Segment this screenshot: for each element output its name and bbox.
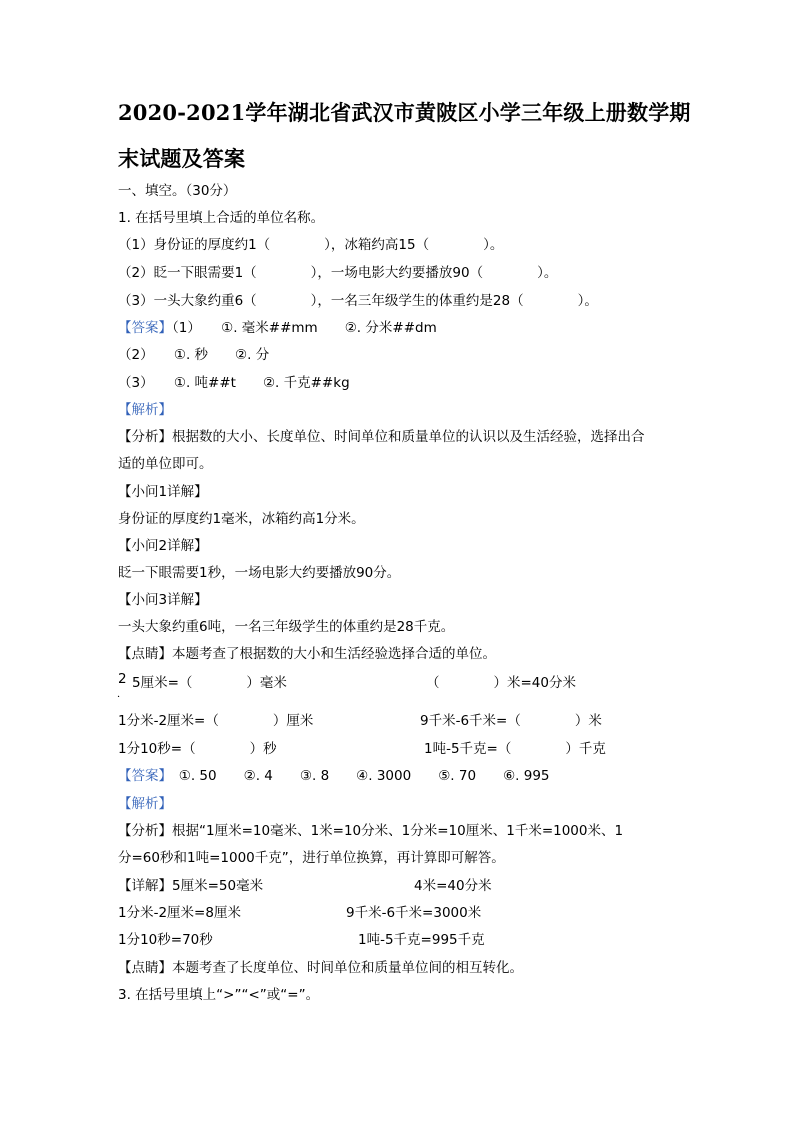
fenxi-tag: 【分析】 [118, 823, 172, 839]
q1-fenxi-row [118, 425, 645, 445]
q2-row1-left: 5厘米=（ ）毫米 [132, 675, 287, 691]
q2-number-dot: ． [117, 689, 127, 700]
q1-sub2-tag: 【小问2详解】 [118, 538, 208, 554]
analysis-tag: 【解析】 [118, 402, 172, 418]
q2-detail-segment [118, 874, 263, 894]
q1-dianjing-text: 本题考查了根据数的大小和生活经验选择合适的单位。 [172, 646, 496, 662]
q2-row2-right: 9千米-6千米=（ ）米 [420, 713, 602, 729]
q1-sub1-tag: 【小问1详解】 [118, 484, 208, 500]
q2-answer-row [118, 764, 550, 784]
q1-sub2-text: 眨一下眼需要1秒，一场电影大约要播放90分。 [118, 565, 401, 581]
q2-fenxi-text-1: 根据“1厘米=10毫米、1米=10分米、1分米=10厘米、1千米=1000米、1 [172, 823, 624, 839]
answer-tag: 【答案】 [118, 320, 172, 336]
q2-detail-row1-right: 4米=40分米 [414, 878, 492, 894]
q1-answer-line-3: （3） ①. 吨##t ②. 千克##kg [118, 375, 350, 391]
q1-fenxi-text-2: 适的单位即可。 [118, 456, 213, 472]
q1-sub3-tag: 【小问3详解】 [118, 592, 208, 608]
q2-row1-right: （ ）米=40分米 [426, 675, 576, 691]
q1-item-2: （2）眨一下眼需要1（ ），一场电影大约要播放90（ ）。 [118, 265, 558, 281]
q2-row3-right: 1吨-5千克=（ ）千克 [424, 741, 606, 757]
q1-stem: 1. 在括号里填上合适的单位名称。 [118, 210, 325, 226]
analysis-tag: 【解析】 [118, 796, 172, 812]
section-heading: 一、填空。（30分） [118, 183, 237, 199]
q2-detail-row3-left: 1分10秒=70秒 [118, 932, 213, 948]
q3-stem: 3. 在括号里填上“>”“<”或“=”。 [118, 987, 320, 1003]
q2-row2-left: 1分米-2厘米=（ ）厘米 [118, 713, 314, 729]
q2-dianjing-row [118, 956, 523, 976]
q2-detail-row3-right: 1吨-5千克=995千克 [358, 932, 485, 948]
q1-answer-line-2: （2） ①. 秒 ②. 分 [118, 347, 270, 363]
q2-number: 2 [118, 671, 127, 687]
title-line-1: 2020-2021学年湖北省武汉市黄陂区小学三年级上册数学期 [118, 100, 691, 125]
q2-detail-row2-right: 9千米-6千米=3000米 [346, 905, 482, 921]
detail-tag: 【详解】 [118, 878, 172, 894]
q2-dianjing-text: 本题考查了长度单位、时间单位和质量单位间的相互转化。 [172, 960, 523, 976]
q1-sub1-text: 身份证的厚度约1毫米，冰箱约高1分米。 [118, 511, 365, 527]
q2-fenxi-text-2: 分=60秒和1吨=1000千克”，进行单位换算，再计算即可解答。 [118, 850, 505, 866]
q1-sub3-text: 一头大象约重6吨，一名三年级学生的体重约是28千克。 [118, 619, 455, 635]
fenxi-tag: 【分析】 [118, 429, 172, 445]
q1-dianjing-row [118, 642, 496, 662]
q1-answer-row [118, 316, 437, 336]
q2-row3-left: 1分10秒=（ ）秒 [118, 741, 277, 757]
title-line-2: 末试题及答案 [118, 146, 246, 171]
q1-answer-line-1: （1） ①. 毫米##mm ②. 分米##dm [172, 320, 437, 336]
q1-item-1: （1）身份证的厚度约1（ ），冰箱约高15（ ）。 [118, 237, 504, 253]
dianjing-tag: 【点睛】 [118, 646, 172, 662]
q2-detail-row1-left: 5厘米=50毫米 [172, 878, 264, 894]
q2-answer-text: ①. 50 ②. 4 ③. 8 ④. 3000 ⑤. 70 ⑥. 995 [165, 768, 550, 784]
q2-fenxi-row [118, 819, 623, 839]
answer-tag: 【答案】 [118, 768, 166, 784]
q1-item-3: （3）一头大象约重6（ ），一名三年级学生的体重约是28（ ）。 [118, 293, 598, 309]
q2-detail-row2-left: 1分米-2厘米=8厘米 [118, 905, 241, 921]
dianjing-tag: 【点睛】 [118, 960, 172, 976]
q1-fenxi-text-1: 根据数的大小、长度单位、时间单位和质量单位的认识以及生活经验，选择出合 [172, 429, 645, 445]
q2-row-1 [117, 671, 576, 700]
